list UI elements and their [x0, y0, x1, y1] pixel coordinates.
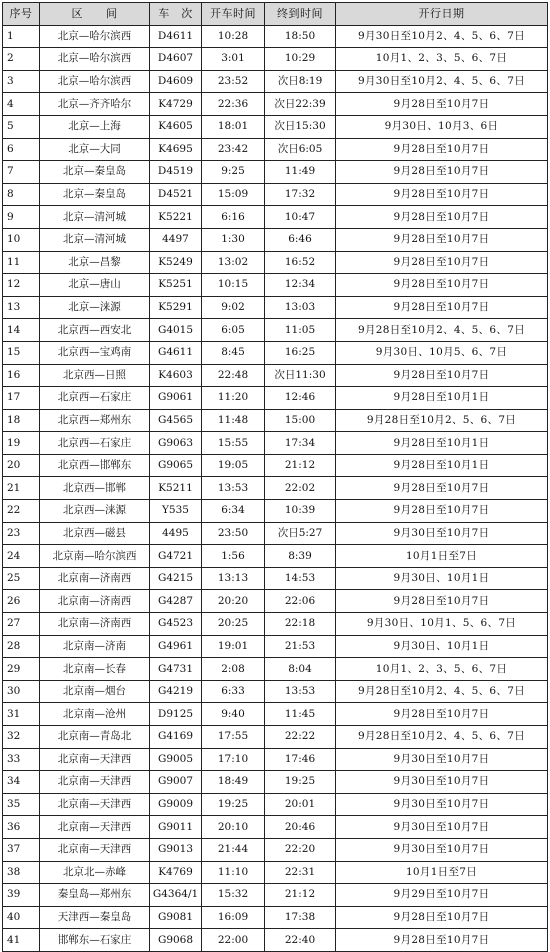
cell-route: 北京—哈尔滨西 — [40, 70, 150, 93]
table-row — [3, 48, 548, 71]
cell-dates: 9月28日至10月1日 — [336, 387, 548, 410]
cell-train: G9009 — [150, 793, 202, 816]
cell-arrive: 12:46 — [265, 387, 336, 410]
cell-arrive: 22:18 — [265, 613, 336, 636]
table-row — [3, 387, 548, 410]
cell-train: G9013 — [150, 838, 202, 861]
cell-route: 北京—清河城 — [40, 228, 150, 251]
cell-depart: 19:01 — [202, 635, 265, 658]
cell-seq: 27 — [3, 613, 40, 636]
cell-depart: 11:20 — [202, 387, 265, 410]
cell-route: 北京西—石家庄 — [40, 432, 150, 455]
table-row — [3, 206, 548, 229]
cell-train: G4287 — [150, 590, 202, 613]
cell-dates: 9月28日至10月7日 — [336, 228, 548, 251]
cell-seq: 20 — [3, 454, 40, 477]
cell-route: 北京南—天津西 — [40, 838, 150, 861]
cell-depart: 2:08 — [202, 658, 265, 681]
cell-arrive: 22:22 — [265, 726, 336, 749]
cell-depart: 16:09 — [202, 906, 265, 929]
cell-train: D9125 — [150, 703, 202, 726]
cell-train: K4603 — [150, 364, 202, 387]
cell-arrive: 8:39 — [265, 545, 336, 568]
cell-train: 4495 — [150, 522, 202, 545]
cell-dates: 9月30日至10月2、4、5、6、7日 — [336, 25, 548, 48]
cell-seq: 41 — [3, 929, 40, 952]
table-row — [3, 748, 548, 771]
cell-train: K4605 — [150, 115, 202, 138]
cell-depart: 11:10 — [202, 861, 265, 884]
cell-seq: 32 — [3, 726, 40, 749]
cell-dates: 9月30日至10月7日 — [336, 522, 548, 545]
table-row — [3, 567, 548, 590]
table-row — [3, 296, 548, 319]
cell-seq: 3 — [3, 70, 40, 93]
cell-dates: 9月28日至10月1日 — [336, 454, 548, 477]
table-body — [3, 25, 548, 951]
cell-route: 北京西—宝鸡南 — [40, 341, 150, 364]
table-row — [3, 319, 548, 342]
cell-route: 邯郸东—石家庄 — [40, 929, 150, 952]
cell-route: 北京—涞源 — [40, 296, 150, 319]
cell-train: G9065 — [150, 454, 202, 477]
cell-route: 天津西—秦皇岛 — [40, 906, 150, 929]
cell-train: G4731 — [150, 658, 202, 681]
cell-depart: 18:01 — [202, 115, 265, 138]
cell-seq: 13 — [3, 296, 40, 319]
cell-seq: 35 — [3, 793, 40, 816]
table-row — [3, 726, 548, 749]
cell-seq: 7 — [3, 161, 40, 184]
cell-route: 北京南—济南西 — [40, 567, 150, 590]
cell-seq: 9 — [3, 206, 40, 229]
cell-depart: 3:01 — [202, 48, 265, 71]
cell-seq: 24 — [3, 545, 40, 568]
table-row — [3, 635, 548, 658]
cell-train: K5291 — [150, 296, 202, 319]
cell-arrive: 10:39 — [265, 500, 336, 523]
table-row — [3, 884, 548, 907]
cell-dates: 9月28日至10月1日 — [336, 432, 548, 455]
cell-depart: 20:10 — [202, 816, 265, 839]
cell-dates: 9月30日至10月7日 — [336, 771, 548, 794]
cell-dates: 9月30日至10月2、4、5、6、7日 — [336, 70, 548, 93]
table-row — [3, 771, 548, 794]
cell-route: 北京南—烟台 — [40, 680, 150, 703]
cell-depart: 6:05 — [202, 319, 265, 342]
cell-depart: 20:20 — [202, 590, 265, 613]
cell-train: G9063 — [150, 432, 202, 455]
cell-dates: 9月28日至10月7日 — [336, 703, 548, 726]
cell-arrive: 21:53 — [265, 635, 336, 658]
cell-arrive: 21:12 — [265, 884, 336, 907]
cell-dates: 9月30日至10月7日 — [336, 838, 548, 861]
cell-depart: 9:25 — [202, 161, 265, 184]
cell-seq: 16 — [3, 364, 40, 387]
cell-route: 北京南—哈尔滨西 — [40, 545, 150, 568]
cell-seq: 23 — [3, 522, 40, 545]
cell-dates: 9月28日至10月7日 — [336, 161, 548, 184]
cell-arrive: 次日15:30 — [265, 115, 336, 138]
cell-route: 北京—哈尔滨西 — [40, 48, 150, 71]
cell-route: 北京—清河城 — [40, 206, 150, 229]
cell-train: K4769 — [150, 861, 202, 884]
cell-depart: 22:36 — [202, 93, 265, 116]
table-row — [3, 793, 548, 816]
cell-seq: 2 — [3, 48, 40, 71]
table-header-row — [3, 3, 548, 26]
table-row — [3, 838, 548, 861]
cell-seq: 22 — [3, 500, 40, 523]
table-row — [3, 341, 548, 364]
cell-dates: 10月1日至7日 — [336, 861, 548, 884]
cell-dates: 9月28日至10月7日 — [336, 296, 548, 319]
table-row — [3, 251, 548, 274]
cell-train: D4519 — [150, 161, 202, 184]
cell-train: K5211 — [150, 477, 202, 500]
cell-seq: 12 — [3, 274, 40, 297]
cell-seq: 14 — [3, 319, 40, 342]
cell-dates: 9月28日至10月7日 — [336, 929, 548, 952]
cell-seq: 1 — [3, 25, 40, 48]
cell-seq: 4 — [3, 93, 40, 116]
cell-train: G4169 — [150, 726, 202, 749]
cell-train: K5249 — [150, 251, 202, 274]
cell-dates: 9月30日、10月1日 — [336, 567, 548, 590]
cell-arrive: 12:34 — [265, 274, 336, 297]
cell-dates: 9月28日至10月7日 — [336, 364, 548, 387]
cell-seq: 37 — [3, 838, 40, 861]
cell-seq: 25 — [3, 567, 40, 590]
cell-seq: 40 — [3, 906, 40, 929]
cell-train: G9061 — [150, 387, 202, 410]
table-row — [3, 658, 548, 681]
table-row — [3, 228, 548, 251]
cell-seq: 21 — [3, 477, 40, 500]
cell-seq: 18 — [3, 409, 40, 432]
cell-route: 北京西—日照 — [40, 364, 150, 387]
cell-route: 北京—大同 — [40, 138, 150, 161]
cell-dates: 9月28日至10月7日 — [336, 206, 548, 229]
cell-seq: 36 — [3, 816, 40, 839]
cell-train: G4215 — [150, 567, 202, 590]
cell-seq: 38 — [3, 861, 40, 884]
header-seq: 序号 — [3, 3, 40, 26]
cell-dates: 9月29日至10月7日 — [336, 884, 548, 907]
table-row — [3, 522, 548, 545]
cell-dates: 9月28日至10月7日 — [336, 183, 548, 206]
cell-seq: 33 — [3, 748, 40, 771]
cell-route: 北京—唐山 — [40, 274, 150, 297]
train-schedule-table — [2, 2, 548, 952]
cell-depart: 22:00 — [202, 929, 265, 952]
cell-route: 北京西—涞源 — [40, 500, 150, 523]
table-row — [3, 364, 548, 387]
cell-seq: 26 — [3, 590, 40, 613]
cell-depart: 6:34 — [202, 500, 265, 523]
cell-arrive: 6:46 — [265, 228, 336, 251]
cell-dates: 9月28日至10月2、4、5、6、7日 — [336, 680, 548, 703]
cell-depart: 17:10 — [202, 748, 265, 771]
cell-depart: 23:52 — [202, 70, 265, 93]
header-train: 车 次 — [150, 3, 202, 26]
cell-route: 秦皇岛—郑州东 — [40, 884, 150, 907]
cell-route: 北京西—磁县 — [40, 522, 150, 545]
cell-dates: 10月1、2、3、5、6、7日 — [336, 48, 548, 71]
cell-route: 北京西—邯郸东 — [40, 454, 150, 477]
cell-depart: 1:56 — [202, 545, 265, 568]
cell-dates: 9月28日至10月7日 — [336, 477, 548, 500]
cell-route: 北京—昌黎 — [40, 251, 150, 274]
cell-route: 北京—秦皇岛 — [40, 161, 150, 184]
cell-depart: 17:55 — [202, 726, 265, 749]
cell-depart: 13:13 — [202, 567, 265, 590]
header-dates: 开行日期 — [336, 3, 548, 26]
cell-arrive: 22:06 — [265, 590, 336, 613]
cell-arrive: 20:46 — [265, 816, 336, 839]
cell-depart: 13:02 — [202, 251, 265, 274]
cell-arrive: 17:32 — [265, 183, 336, 206]
table-row — [3, 816, 548, 839]
cell-train: K4695 — [150, 138, 202, 161]
cell-route: 北京西—石家庄 — [40, 387, 150, 410]
table-row — [3, 929, 548, 952]
cell-arrive: 11:05 — [265, 319, 336, 342]
cell-depart: 13:53 — [202, 477, 265, 500]
cell-train: K4729 — [150, 93, 202, 116]
cell-train: G4565 — [150, 409, 202, 432]
table-row — [3, 680, 548, 703]
cell-route: 北京—上海 — [40, 115, 150, 138]
cell-depart: 10:28 — [202, 25, 265, 48]
cell-arrive: 20:01 — [265, 793, 336, 816]
cell-seq: 29 — [3, 658, 40, 681]
cell-route: 北京南—济南西 — [40, 613, 150, 636]
cell-depart: 18:49 — [202, 771, 265, 794]
schedule-table-container — [2, 2, 547, 952]
cell-train: D4607 — [150, 48, 202, 71]
cell-arrive: 11:49 — [265, 161, 336, 184]
cell-depart: 6:16 — [202, 206, 265, 229]
cell-route: 北京南—青岛北 — [40, 726, 150, 749]
cell-depart: 11:48 — [202, 409, 265, 432]
cell-dates: 9月30日至10月7日 — [336, 793, 548, 816]
table-row — [3, 93, 548, 116]
cell-route: 北京南—天津西 — [40, 771, 150, 794]
table-row — [3, 613, 548, 636]
cell-depart: 23:42 — [202, 138, 265, 161]
cell-dates: 9月30日至10月7日 — [336, 748, 548, 771]
header-route: 区 间 — [40, 3, 150, 26]
table-row — [3, 183, 548, 206]
cell-arrive: 10:29 — [265, 48, 336, 71]
cell-arrive: 17:34 — [265, 432, 336, 455]
cell-train: G4523 — [150, 613, 202, 636]
cell-depart: 20:25 — [202, 613, 265, 636]
cell-train: G4364/1 — [150, 884, 202, 907]
cell-train: Y535 — [150, 500, 202, 523]
cell-arrive: 次日8:19 — [265, 70, 336, 93]
cell-train: 4497 — [150, 228, 202, 251]
cell-route: 北京南—天津西 — [40, 816, 150, 839]
cell-depart: 9:40 — [202, 703, 265, 726]
cell-arrive: 14:53 — [265, 567, 336, 590]
cell-seq: 34 — [3, 771, 40, 794]
cell-seq: 39 — [3, 884, 40, 907]
cell-route: 北京—哈尔滨西 — [40, 25, 150, 48]
header-depart: 开车时间 — [202, 3, 265, 26]
cell-route: 北京南—长春 — [40, 658, 150, 681]
cell-depart: 8:45 — [202, 341, 265, 364]
cell-arrive: 8:04 — [265, 658, 336, 681]
table-row — [3, 432, 548, 455]
cell-depart: 19:25 — [202, 793, 265, 816]
cell-train: G4961 — [150, 635, 202, 658]
cell-train: D4521 — [150, 183, 202, 206]
cell-dates: 9月28日至10月7日 — [336, 138, 548, 161]
cell-arrive: 16:52 — [265, 251, 336, 274]
table-row — [3, 590, 548, 613]
cell-seq: 8 — [3, 183, 40, 206]
table-row — [3, 115, 548, 138]
cell-seq: 31 — [3, 703, 40, 726]
cell-arrive: 21:12 — [265, 454, 336, 477]
cell-depart: 9:02 — [202, 296, 265, 319]
cell-arrive: 13:03 — [265, 296, 336, 319]
table-row — [3, 409, 548, 432]
cell-route: 北京—齐齐哈尔 — [40, 93, 150, 116]
cell-route: 北京西—郑州东 — [40, 409, 150, 432]
cell-arrive: 22:02 — [265, 477, 336, 500]
cell-arrive: 15:00 — [265, 409, 336, 432]
cell-seq: 30 — [3, 680, 40, 703]
cell-train: G9011 — [150, 816, 202, 839]
cell-seq: 15 — [3, 341, 40, 364]
cell-train: K5221 — [150, 206, 202, 229]
cell-dates: 9月30日、10月5、6、7日 — [336, 341, 548, 364]
cell-arrive: 19:25 — [265, 771, 336, 794]
cell-route: 北京西—邯郸 — [40, 477, 150, 500]
cell-depart: 15:09 — [202, 183, 265, 206]
cell-depart: 6:33 — [202, 680, 265, 703]
cell-dates: 9月28日至10月7日 — [336, 93, 548, 116]
cell-train: G4611 — [150, 341, 202, 364]
cell-train: G4721 — [150, 545, 202, 568]
cell-arrive: 16:25 — [265, 341, 336, 364]
cell-train: G9081 — [150, 906, 202, 929]
cell-route: 北京南—沧州 — [40, 703, 150, 726]
cell-dates: 9月28日至10月7日 — [336, 500, 548, 523]
cell-dates: 9月28日至10月7日 — [336, 251, 548, 274]
cell-seq: 11 — [3, 251, 40, 274]
cell-dates: 9月28日至10月7日 — [336, 274, 548, 297]
table-row — [3, 861, 548, 884]
cell-dates: 10月1、2、3、5、6、7日 — [336, 658, 548, 681]
cell-route: 北京—秦皇岛 — [40, 183, 150, 206]
cell-arrive: 次日5:27 — [265, 522, 336, 545]
table-row — [3, 161, 548, 184]
cell-depart: 10:15 — [202, 274, 265, 297]
cell-route: 北京南—济南西 — [40, 590, 150, 613]
cell-train: D4611 — [150, 25, 202, 48]
table-row — [3, 703, 548, 726]
cell-dates: 10月1日至7日 — [336, 545, 548, 568]
cell-seq: 5 — [3, 115, 40, 138]
cell-seq: 6 — [3, 138, 40, 161]
cell-train: D4609 — [150, 70, 202, 93]
cell-route: 北京北—赤峰 — [40, 861, 150, 884]
cell-arrive: 17:38 — [265, 906, 336, 929]
table-row — [3, 500, 548, 523]
cell-dates: 9月28日至10月2、4、5、6、7日 — [336, 319, 548, 342]
cell-dates: 9月28日至10月7日 — [336, 590, 548, 613]
cell-arrive: 18:50 — [265, 25, 336, 48]
cell-route: 北京南—天津西 — [40, 793, 150, 816]
cell-arrive: 17:46 — [265, 748, 336, 771]
cell-depart: 21:44 — [202, 838, 265, 861]
table-row — [3, 70, 548, 93]
cell-dates: 9月28日至10月2、5、6、7日 — [336, 409, 548, 432]
cell-seq: 19 — [3, 432, 40, 455]
table-row — [3, 906, 548, 929]
cell-arrive: 次日11:30 — [265, 364, 336, 387]
table-row — [3, 454, 548, 477]
cell-dates: 9月28日至10月7日 — [336, 906, 548, 929]
cell-train: G9005 — [150, 748, 202, 771]
cell-route: 北京南—济南 — [40, 635, 150, 658]
cell-arrive: 10:47 — [265, 206, 336, 229]
cell-train: G9007 — [150, 771, 202, 794]
table-row — [3, 477, 548, 500]
cell-seq: 10 — [3, 228, 40, 251]
cell-arrive: 22:31 — [265, 861, 336, 884]
cell-train: G9068 — [150, 929, 202, 952]
cell-depart: 1:30 — [202, 228, 265, 251]
header-arrive: 终到时间 — [265, 3, 336, 26]
cell-arrive: 13:53 — [265, 680, 336, 703]
cell-arrive: 22:40 — [265, 929, 336, 952]
cell-dates: 9月28日至10月2、4、5、6、7日 — [336, 726, 548, 749]
table-row — [3, 274, 548, 297]
cell-arrive: 11:45 — [265, 703, 336, 726]
table-row — [3, 25, 548, 48]
cell-seq: 17 — [3, 387, 40, 410]
cell-arrive: 次日6:05 — [265, 138, 336, 161]
cell-depart: 19:05 — [202, 454, 265, 477]
cell-depart: 22:48 — [202, 364, 265, 387]
table-row — [3, 545, 548, 568]
cell-depart: 15:55 — [202, 432, 265, 455]
cell-seq: 28 — [3, 635, 40, 658]
table-row — [3, 138, 548, 161]
cell-dates: 9月30日至10月7日 — [336, 816, 548, 839]
cell-train: G4015 — [150, 319, 202, 342]
cell-route: 北京南—天津西 — [40, 748, 150, 771]
cell-dates: 9月30日、10月3、6日 — [336, 115, 548, 138]
cell-train: G4219 — [150, 680, 202, 703]
cell-depart: 23:50 — [202, 522, 265, 545]
cell-depart: 15:32 — [202, 884, 265, 907]
cell-arrive: 次日22:39 — [265, 93, 336, 116]
cell-route: 北京西—西安北 — [40, 319, 150, 342]
cell-dates: 9月30日、10月1、5、6、7日 — [336, 613, 548, 636]
cell-train: K5251 — [150, 274, 202, 297]
cell-arrive: 22:20 — [265, 838, 336, 861]
cell-dates: 9月30日、10月1日 — [336, 635, 548, 658]
